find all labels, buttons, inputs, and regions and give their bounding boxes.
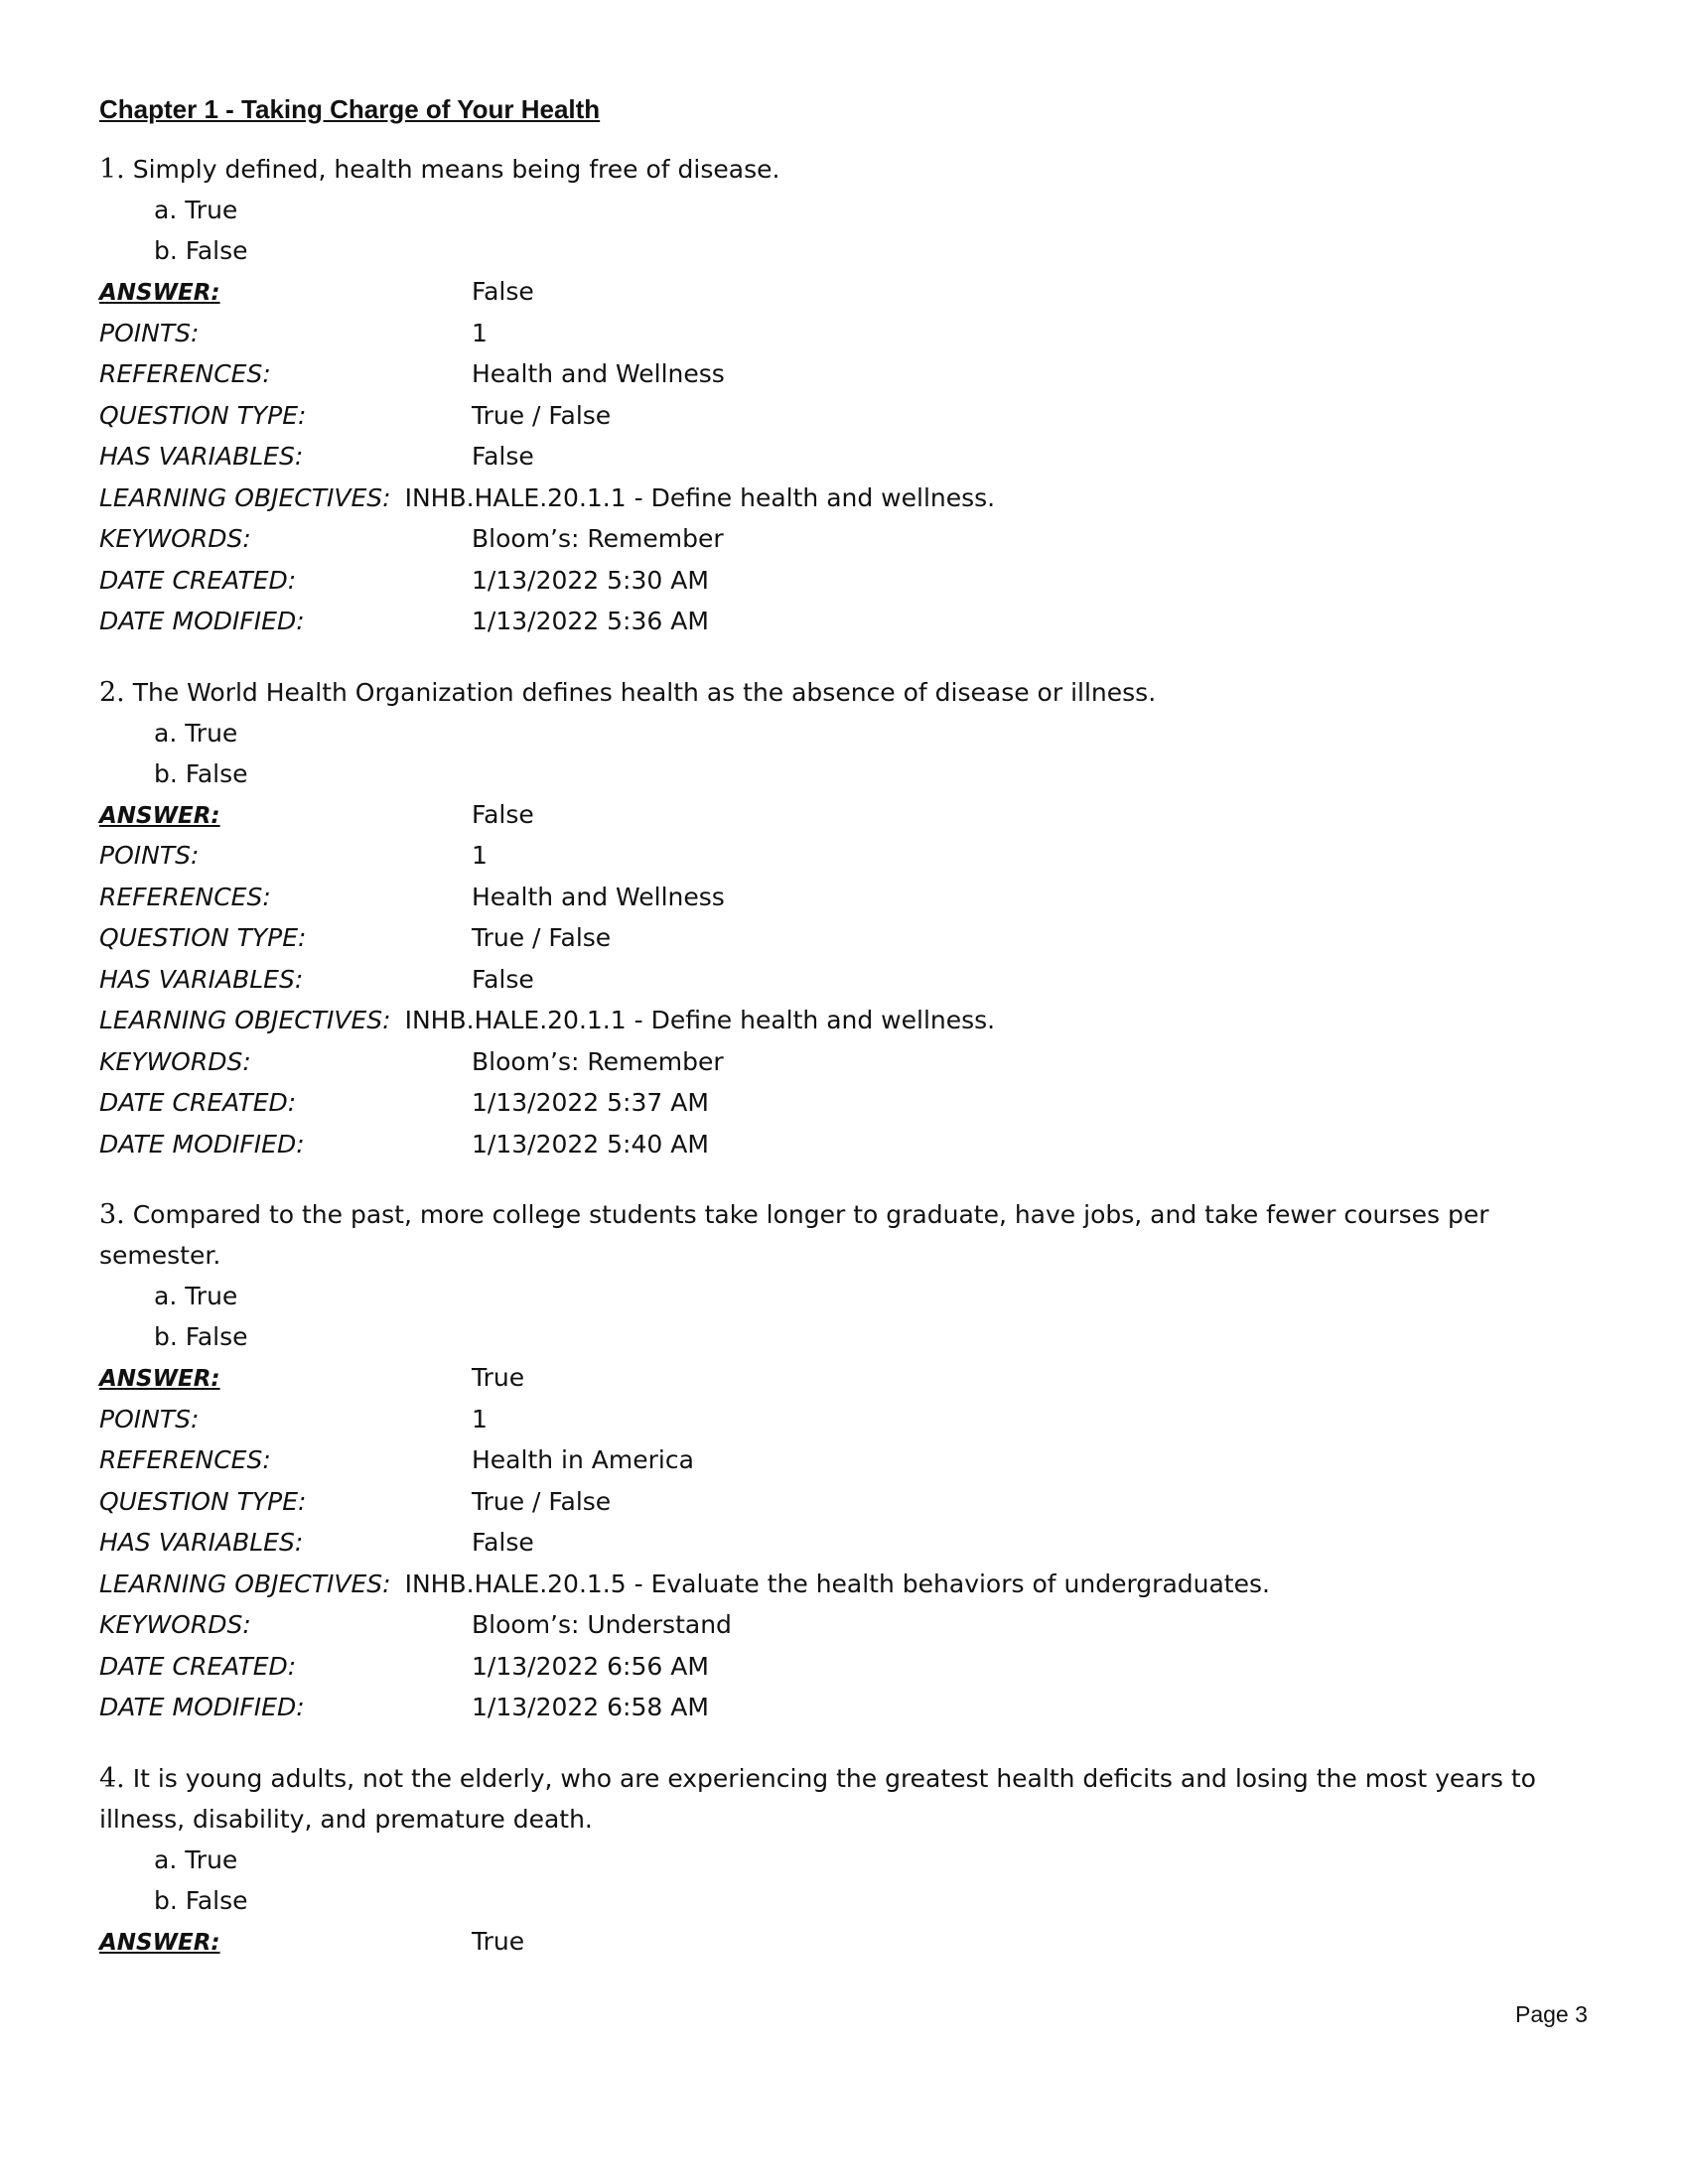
date-modified-row [99, 1687, 1609, 1728]
date-modified-row [99, 601, 1609, 642]
date-created-label: DATE CREATED: [99, 565, 297, 595]
has-variables-label: HAS VARIABLES: [99, 1528, 304, 1557]
references-row [99, 877, 1609, 918]
points-label: POINTS: [99, 318, 200, 347]
keywords-value: Bloom’s: Understand [472, 1610, 732, 1639]
question-type-row [99, 1481, 1609, 1523]
learning-objectives-value: INHB.HALE.20.1.5 - Evaluate the health behaviors of undergraduates. [404, 1569, 1270, 1598]
learning-objectives-row [99, 478, 1609, 519]
has-variables-value: False [472, 442, 534, 471]
keywords-value: Bloom’s: Remember [472, 1046, 724, 1076]
choice-true: a. True [154, 718, 238, 748]
question-prompt: It is young adults, not the elderly, who are experiencing the greatest health deficits and losing the most years to illness, disability, and premature death. [99, 1763, 1536, 1834]
question-number: 2. [99, 676, 125, 708]
learning-objectives-value: INHB.HALE.20.1.1 - Define health and wellness. [404, 1006, 996, 1034]
choice-true: a. True [154, 1282, 238, 1310]
answer-row [99, 1921, 1609, 1963]
question-type-label: QUESTION TYPE: [99, 923, 307, 952]
learning-objectives-row [99, 1564, 1609, 1605]
question-prompt: Compared to the past, more college students take longer to graduate, have jobs, and take fewer courses per semester. [99, 1200, 1489, 1270]
answer-label: ANSWER: [99, 1366, 220, 1392]
keywords-row [99, 1041, 1609, 1083]
references-label: REFERENCES: [99, 359, 271, 388]
references-label: REFERENCES: [99, 1445, 271, 1474]
points-row [99, 313, 1609, 354]
question-type-row [99, 917, 1609, 959]
choice-list [99, 1840, 1609, 1921]
question-number: 3. [99, 1199, 125, 1230]
has-variables-row [99, 959, 1609, 1001]
question-4 [99, 1758, 1609, 1963]
answer-value: False [472, 277, 534, 306]
question-3 [99, 1194, 1609, 1728]
has-variables-label: HAS VARIABLES: [99, 964, 304, 994]
date-created-row [99, 1082, 1609, 1124]
has-variables-value: False [472, 964, 534, 994]
keywords-row [99, 1604, 1609, 1646]
choice-false: b. False [154, 1885, 248, 1915]
choice-true: a. True [154, 196, 238, 224]
date-created-row [99, 1646, 1609, 1688]
date-modified-label: DATE MODIFIED: [99, 1129, 305, 1159]
question-type-row [99, 395, 1609, 437]
date-created-label: DATE CREATED: [99, 1651, 297, 1681]
question-type-value: True / False [472, 1486, 612, 1516]
answer-row [99, 794, 1609, 836]
date-created-value: 1/13/2022 5:37 AM [472, 1088, 709, 1117]
choice-true: a. True [154, 1844, 238, 1874]
learning-objectives-label: LEARNING OBJECTIVES: [99, 482, 391, 512]
learning-objectives-value: INHB.HALE.20.1.1 - Define health and wellness. [404, 482, 996, 512]
answer-value: True [472, 1363, 525, 1392]
question-2 [99, 672, 1609, 1165]
keywords-value: Bloom’s: Remember [472, 524, 724, 553]
question-text [99, 149, 1609, 190]
choice-list [99, 713, 1609, 794]
answer-value: True [472, 1926, 525, 1956]
learning-objectives-row [99, 1000, 1609, 1041]
date-created-value: 1/13/2022 5:30 AM [472, 565, 709, 595]
document-page [99, 91, 1609, 1991]
answer-label: ANSWER: [99, 280, 220, 306]
page-number: Page 3 [1515, 2001, 1588, 2027]
keywords-label: KEYWORDS: [99, 1610, 251, 1639]
question-text [99, 1194, 1609, 1276]
answer-label: ANSWER: [99, 1929, 220, 1956]
date-modified-label: DATE MODIFIED: [99, 1693, 305, 1721]
references-row [99, 353, 1609, 395]
question-number: 4. [99, 1762, 125, 1794]
points-value: 1 [472, 318, 488, 347]
question-type-label: QUESTION TYPE: [99, 1486, 307, 1516]
choice-false: b. False [154, 1322, 248, 1351]
references-label: REFERENCES: [99, 882, 271, 911]
learning-objectives-label: LEARNING OBJECTIVES: [99, 1006, 391, 1034]
keywords-row [99, 518, 1609, 560]
learning-objectives-label: LEARNING OBJECTIVES: [99, 1569, 391, 1598]
points-label: POINTS: [99, 1404, 200, 1433]
date-modified-row [99, 1124, 1609, 1165]
question-prompt: The World Health Organization defines health as the absence of disease or illness. [132, 677, 1157, 707]
date-created-row [99, 560, 1609, 602]
has-variables-row [99, 436, 1609, 478]
points-row [99, 835, 1609, 877]
question-1 [99, 149, 1609, 642]
points-label: POINTS: [99, 841, 200, 870]
has-variables-row [99, 1522, 1609, 1564]
references-value: Health in America [472, 1445, 694, 1474]
has-variables-value: False [472, 1528, 534, 1557]
points-value: 1 [472, 841, 488, 870]
points-row [99, 1399, 1609, 1440]
choice-false: b. False [154, 758, 248, 788]
choice-list [99, 190, 1609, 271]
answer-label: ANSWER: [99, 802, 220, 829]
date-created-value: 1/13/2022 6:56 AM [472, 1651, 709, 1681]
question-number: 1. [99, 154, 125, 185]
choice-list [99, 1276, 1609, 1357]
question-type-value: True / False [472, 923, 612, 952]
question-text [99, 1758, 1609, 1840]
date-created-label: DATE CREATED: [99, 1088, 297, 1117]
date-modified-value: 1/13/2022 5:36 AM [472, 607, 709, 635]
date-modified-value: 1/13/2022 5:40 AM [472, 1129, 709, 1159]
date-modified-value: 1/13/2022 6:58 AM [472, 1693, 709, 1721]
answer-row [99, 1357, 1609, 1399]
references-row [99, 1439, 1609, 1481]
points-value: 1 [472, 1404, 488, 1433]
question-prompt: Simply defined, health means being free of disease. [132, 155, 780, 184]
keywords-label: KEYWORDS: [99, 524, 251, 553]
answer-row [99, 271, 1609, 313]
has-variables-label: HAS VARIABLES: [99, 442, 304, 471]
question-type-label: QUESTION TYPE: [99, 400, 307, 430]
references-value: Health and Wellness [472, 882, 725, 911]
answer-value: False [472, 799, 534, 829]
keywords-label: KEYWORDS: [99, 1046, 251, 1076]
date-modified-label: DATE MODIFIED: [99, 607, 305, 635]
chapter-title: Chapter 1 - Taking Charge of Your Health [99, 94, 601, 124]
choice-false: b. False [154, 236, 248, 265]
question-type-value: True / False [472, 400, 612, 430]
references-value: Health and Wellness [472, 359, 725, 388]
question-text [99, 672, 1609, 713]
